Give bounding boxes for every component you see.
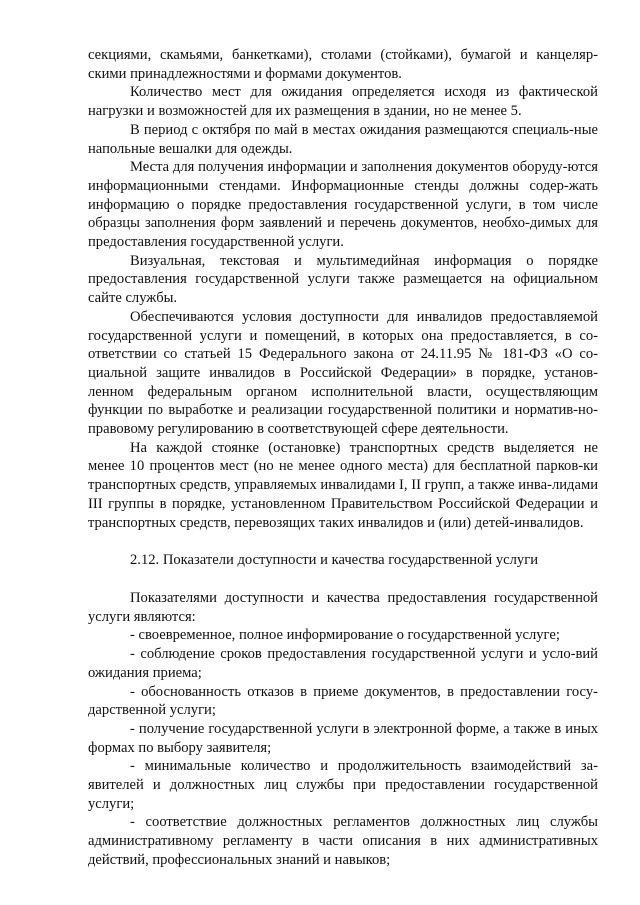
paragraph-intro: Показателями доступности и качества предоставления государственной услуги являются: [88, 589, 598, 625]
document-page [88, 46, 598, 870]
paragraph-parking: На каждой стоянке (остановке) транспортных средств выделяется не менее 10 процентов мест (но не менее одного места) для бесплатной парков-ки транспортных средств, управляемых инвалидами I, II групп, а также инва-лидами III группы в порядке, установленном Правительством Российской Федерации и транспортных средств, перевозящих таких инвалидов и (или) детей-инвалидов. [88, 439, 598, 531]
paragraph-accessibility: Обеспечиваются условия доступности для инвалидов предоставляемой государственной услуги и помещений, в которых она предоставляется, в со-ответствии со статьей 15 Федерального закона от 24.11.95 № 181-ФЗ «О со-циальной защите инвалидов в Российской Федерации» в порядке, установ-ленном федеральным органом исполнительной власти, осуществляющим функции по выработке и реализации государственной политики и норматив-но-правовому регулированию в соответствующей сфере деятельности. [88, 308, 598, 438]
list-item-informing: - своевременное, полное информирование о государственной услуге; [130, 627, 560, 644]
list-item-deadlines: - соблюдение сроков предоставления государственной услуги и усло-вий ожидания приема; [88, 646, 598, 681]
list-item-regulations: - соответствие должностных регламентов должностных лиц службы административному регламенту в части описания в них административных действий, профессиональных знаний и навыков; [88, 814, 598, 868]
paragraph-waiting-seats: Количество мест для ожидания определяется исходя из фактической нагрузки и возможностей для их размещения в здании, но не менее 5. [88, 84, 598, 120]
section-heading: 2.12. Показатели доступности и качества государственной услуги [130, 552, 539, 569]
paragraph-info-stands: Места для получения информации и заполнения документов оборуду-ются информационными стендами. Информационные стенды должны содер-жать информацию о порядке предоставления государственной услуги, в том числе образцы заполнения форм заявлений и перечень документов, необхо-димых для предоставления государственной услуги. [88, 159, 598, 251]
paragraph-furniture: секциями, скамьями, банкетками), столами (стойками), бумагой и канцеляр-скими принадлежностями и формами документов. [88, 47, 598, 82]
list-item-refusals: - обоснованность отказов в приеме документов, в предоставлении госу-дарственной услуги; [88, 683, 598, 719]
list-item-electronic-form: - получение государственной услуги в электронной форме, а также в иных формах по выбору заявителя; [88, 720, 598, 756]
paragraph-website-info: Визуальная, текстовая и мультимедийная информация о порядке предоставления государственной услуги также размещается на официальном сайте службы. [88, 252, 598, 307]
paragraph-coat-racks: В период с октября по май в местах ожидания размещаются специаль-ные напольные вешалки для одежды. [88, 121, 598, 157]
list-item-interactions: - минимальные количество и продолжительность взаимодействий за-явителей и должностных лиц службы при предоставлении государственной услуги; [88, 758, 598, 812]
